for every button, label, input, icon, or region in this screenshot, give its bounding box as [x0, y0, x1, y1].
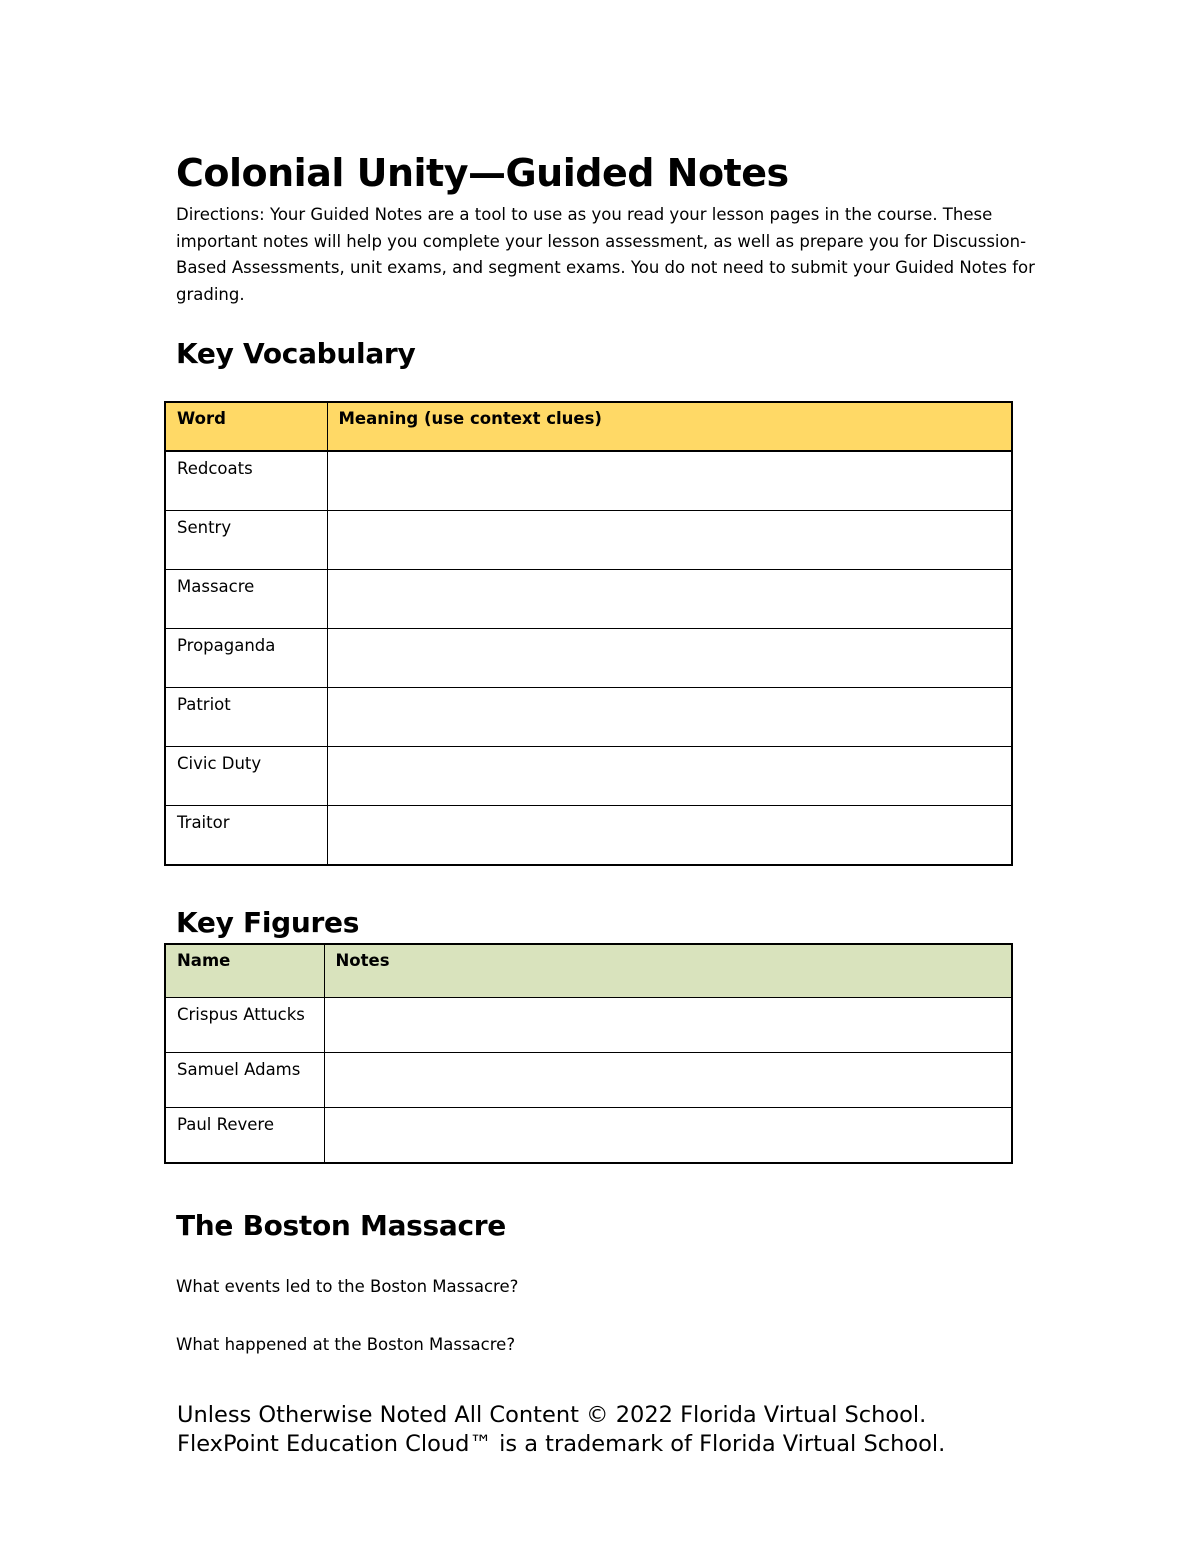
- directions-text: Directions: Your Guided Notes are a tool to use as you read your lesson pages in the course. These important notes will help you complete your lesson assessment, as well as prepare you for Discussion-Based Assessments, unit exams, and segment exams. You do not need to submit your Guided Notes for grading.: [176, 205, 1035, 304]
- vocab-word: Propaganda: [165, 629, 327, 688]
- vocab-meaning-cell[interactable]: [327, 511, 1012, 570]
- copyright-footer: [177, 1401, 945, 1458]
- boston-massacre-heading: The Boston Massacre: [176, 1209, 506, 1242]
- figure-name: Samuel Adams: [165, 1053, 324, 1108]
- table-row: [165, 688, 1012, 747]
- table-row: [165, 451, 1012, 511]
- key-vocabulary-table: [164, 401, 1013, 866]
- table-row: [165, 998, 1012, 1053]
- figure-notes-cell[interactable]: [324, 1108, 1012, 1164]
- column-header-notes: Notes: [324, 944, 1012, 998]
- vocab-meaning-cell[interactable]: [327, 747, 1012, 806]
- page-title: Colonial Unity—Guided Notes: [176, 151, 789, 195]
- table-row: [165, 570, 1012, 629]
- figure-notes-cell[interactable]: [324, 998, 1012, 1053]
- trademark-line: FlexPoint Education Cloud™ is a trademark of Florida Virtual School.: [177, 1430, 946, 1457]
- column-header-meaning: Meaning (use context clues): [327, 402, 1012, 451]
- figure-name: Crispus Attucks: [165, 998, 324, 1053]
- table-header-row: [165, 944, 1012, 998]
- vocab-meaning-cell[interactable]: [327, 629, 1012, 688]
- table-row: [165, 806, 1012, 866]
- vocab-meaning-cell[interactable]: [327, 451, 1012, 511]
- table-header-row: [165, 402, 1012, 451]
- vocab-word: Massacre: [165, 570, 327, 629]
- key-figures-heading: Key Figures: [176, 906, 360, 939]
- table-row: [165, 629, 1012, 688]
- vocab-meaning-cell[interactable]: [327, 806, 1012, 866]
- vocab-word: Sentry: [165, 511, 327, 570]
- vocab-word: Patriot: [165, 688, 327, 747]
- table-row: [165, 1053, 1012, 1108]
- figure-name: Paul Revere: [165, 1108, 324, 1164]
- vocab-word: Civic Duty: [165, 747, 327, 806]
- vocab-word: Traitor: [165, 806, 327, 866]
- key-figures-table: [164, 943, 1013, 1164]
- question-what-happened: What happened at the Boston Massacre?: [176, 1335, 516, 1354]
- question-events-led: What events led to the Boston Massacre?: [176, 1277, 519, 1296]
- copyright-line: Unless Otherwise Noted All Content © 2022 Florida Virtual School.: [177, 1402, 927, 1428]
- column-header-word: Word: [165, 402, 327, 451]
- vocab-meaning-cell[interactable]: [327, 688, 1012, 747]
- table-row: [165, 511, 1012, 570]
- table-row: [165, 747, 1012, 806]
- figure-notes-cell[interactable]: [324, 1053, 1012, 1108]
- table-row: [165, 1108, 1012, 1164]
- column-header-name: Name: [165, 944, 324, 998]
- vocab-meaning-cell[interactable]: [327, 570, 1012, 629]
- vocab-word: Redcoats: [165, 451, 327, 511]
- key-vocabulary-heading: Key Vocabulary: [176, 337, 416, 370]
